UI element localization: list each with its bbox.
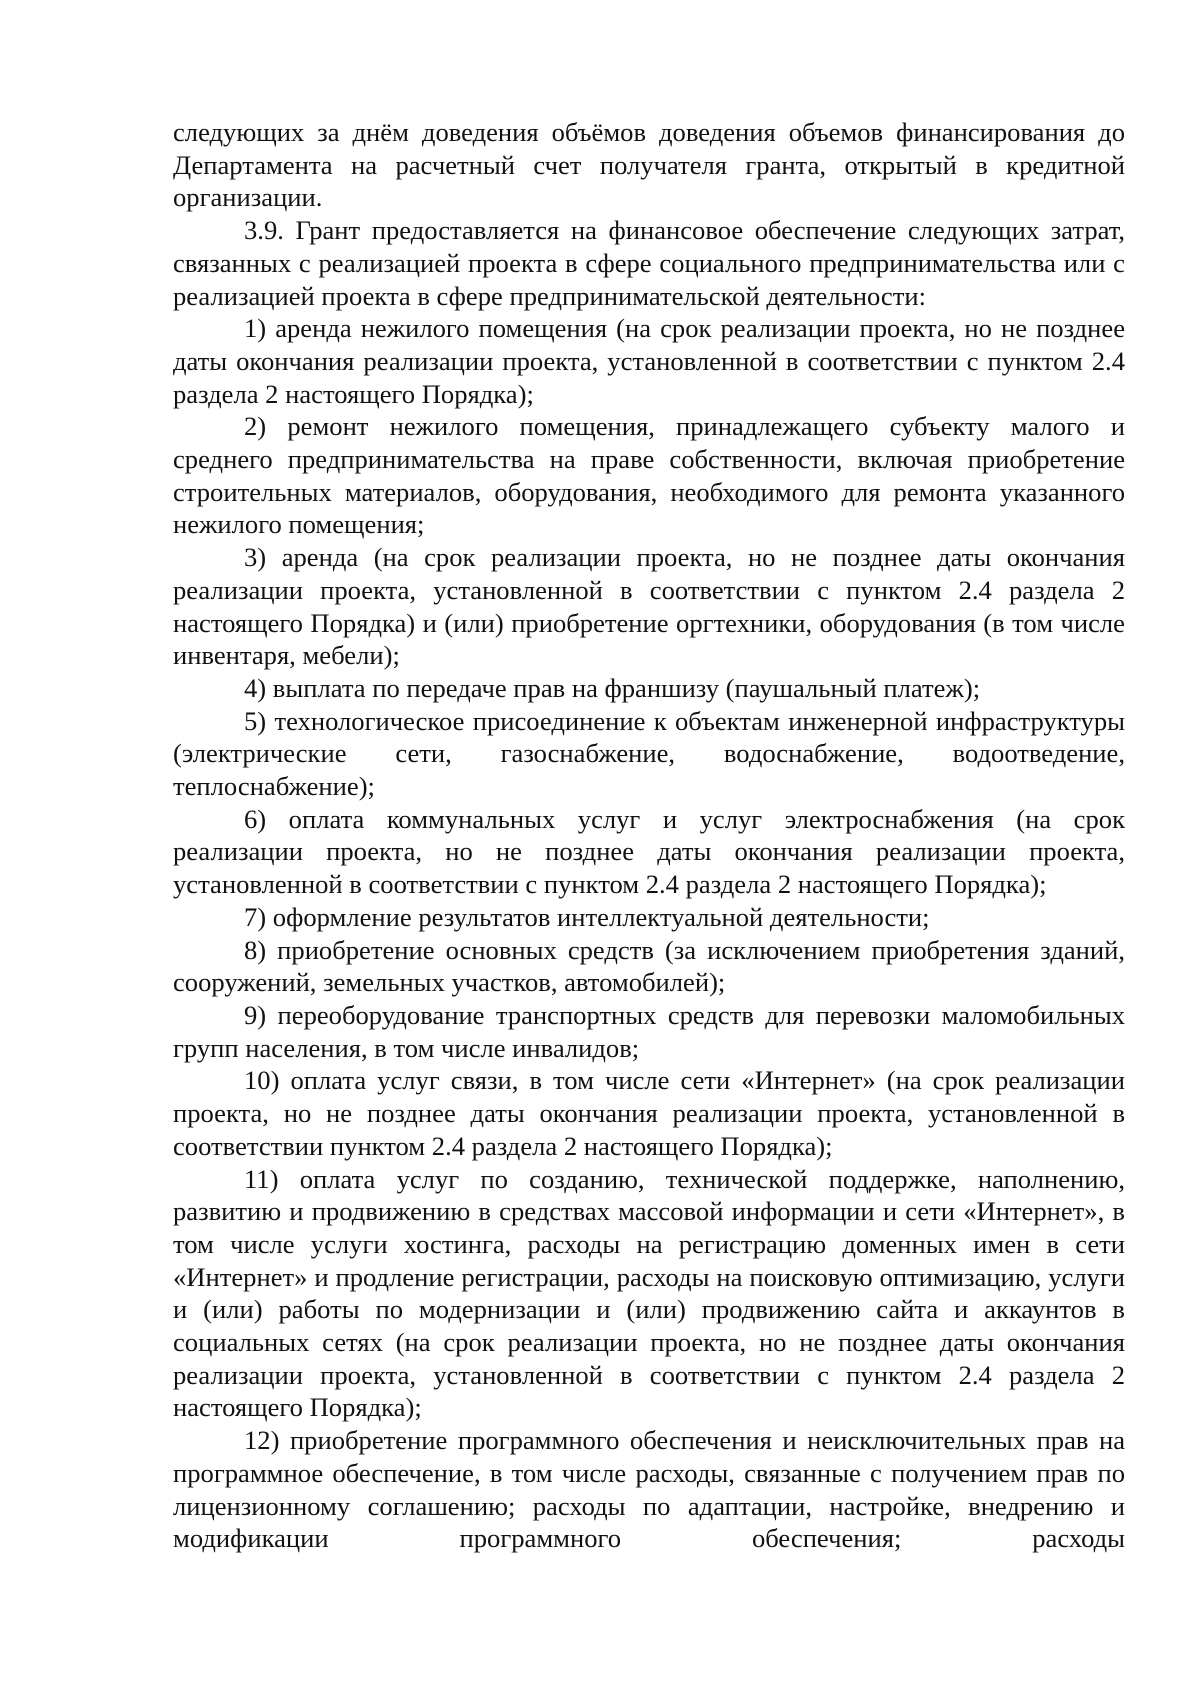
list-item-4: 4) выплата по передаче прав на франшизу (паушальный платеж); <box>244 672 981 703</box>
list-item-3: 3) аренда (на срок реализации проекта, но не позднее даты окончания реализации проекта, установленной в соответствии с пунктом 2.4 раздела 2 настоящего Порядка) и (или) приобретение оргтехники, оборудования (в том числе инвентаря, мебели); <box>173 542 1125 671</box>
list-item-9: 9) переоборудование транспортных средств для перевозки маломобильных групп населения, в том числе инвалидов; <box>173 999 1125 1063</box>
document-page <box>173 116 1125 1555</box>
list-item-1: 1) аренда нежилого помещения (на срок реализации проекта, но не позднее даты окончания реализации проекта, установленной в соответствии с пунктом 2.4 раздела 2 настоящего Порядка); <box>173 313 1125 409</box>
list-item-8: 8) приобретение основных средств (за исключением приобретения зданий, сооружений, земельных участков, автомобилей); <box>173 934 1125 998</box>
list-item-11: 11) оплата услуг по созданию, технической поддержке, наполнению, развитию и продвижению в средствах массовой информации и сети «Интернет», в том числе услуги хостинга, расходы на регистрацию доменных имен в сети «Интернет» и продление регистрации, расходы на поисковую оптимизацию, услуги и (или) работы по модернизации и (или) продвижению сайта и аккаунтов в социальных сетях (на срок реализации проекта, но не позднее даты окончания реализации проекта, установленной в соответствии с пунктом 2.4 раздела 2 настоящего Порядка); <box>173 1163 1125 1423</box>
list-item-7: 7) оформление результатов интеллектуальной деятельности; <box>244 901 930 932</box>
list-item-10: 10) оплата услуг связи, в том числе сети «Интернет» (на срок реализации проекта, но не позднее даты окончания реализации проекта, установленной в соответствии пунктом 2.4 раздела 2 настоящего Порядка); <box>173 1065 1125 1161</box>
list-item-5: 5) технологическое присоединение к объектам инженерной инфраструктуры (электрические сети, газоснабжение, водоснабжение, водоотведение, теплоснабжение); <box>173 705 1125 802</box>
paragraph-3-9: 3.9. Грант предоставляется на финансовое обеспечение следующих затрат, связанных с реализацией проекта в сфере социального предпринимательства или с реализацией проекта в сфере предпринимательской деятельности: <box>173 215 1125 311</box>
list-item-12: 12) приобретение программного обеспечения и неисключительных прав на программное обеспечение, в том числе расходы, связанные с получением прав по лицензионному соглашению; расходы по адаптации, настройке, внедрению и модификации программного обеспечения; расходы <box>173 1425 1125 1554</box>
paragraph-continuation: следующих за днём доведения объёмов доведения объемов финансирования до Департамента на расчетный счет получателя гранта, открытый в кредитной организации. <box>173 117 1125 213</box>
list-item-6: 6) оплата коммунальных услуг и услуг электроснабжения (на срок реализации проекта, но не позднее даты окончания реализации проекта, установленной в соответствии с пунктом 2.4 раздела 2 настоящего Порядка); <box>173 803 1125 900</box>
list-item-2: 2) ремонт нежилого помещения, принадлежащего субъекту малого и среднего предпринимательства на праве собственности, включая приобретение строительных материалов, оборудования, необходимого для ремонта указанного нежилого помещения; <box>173 411 1125 540</box>
